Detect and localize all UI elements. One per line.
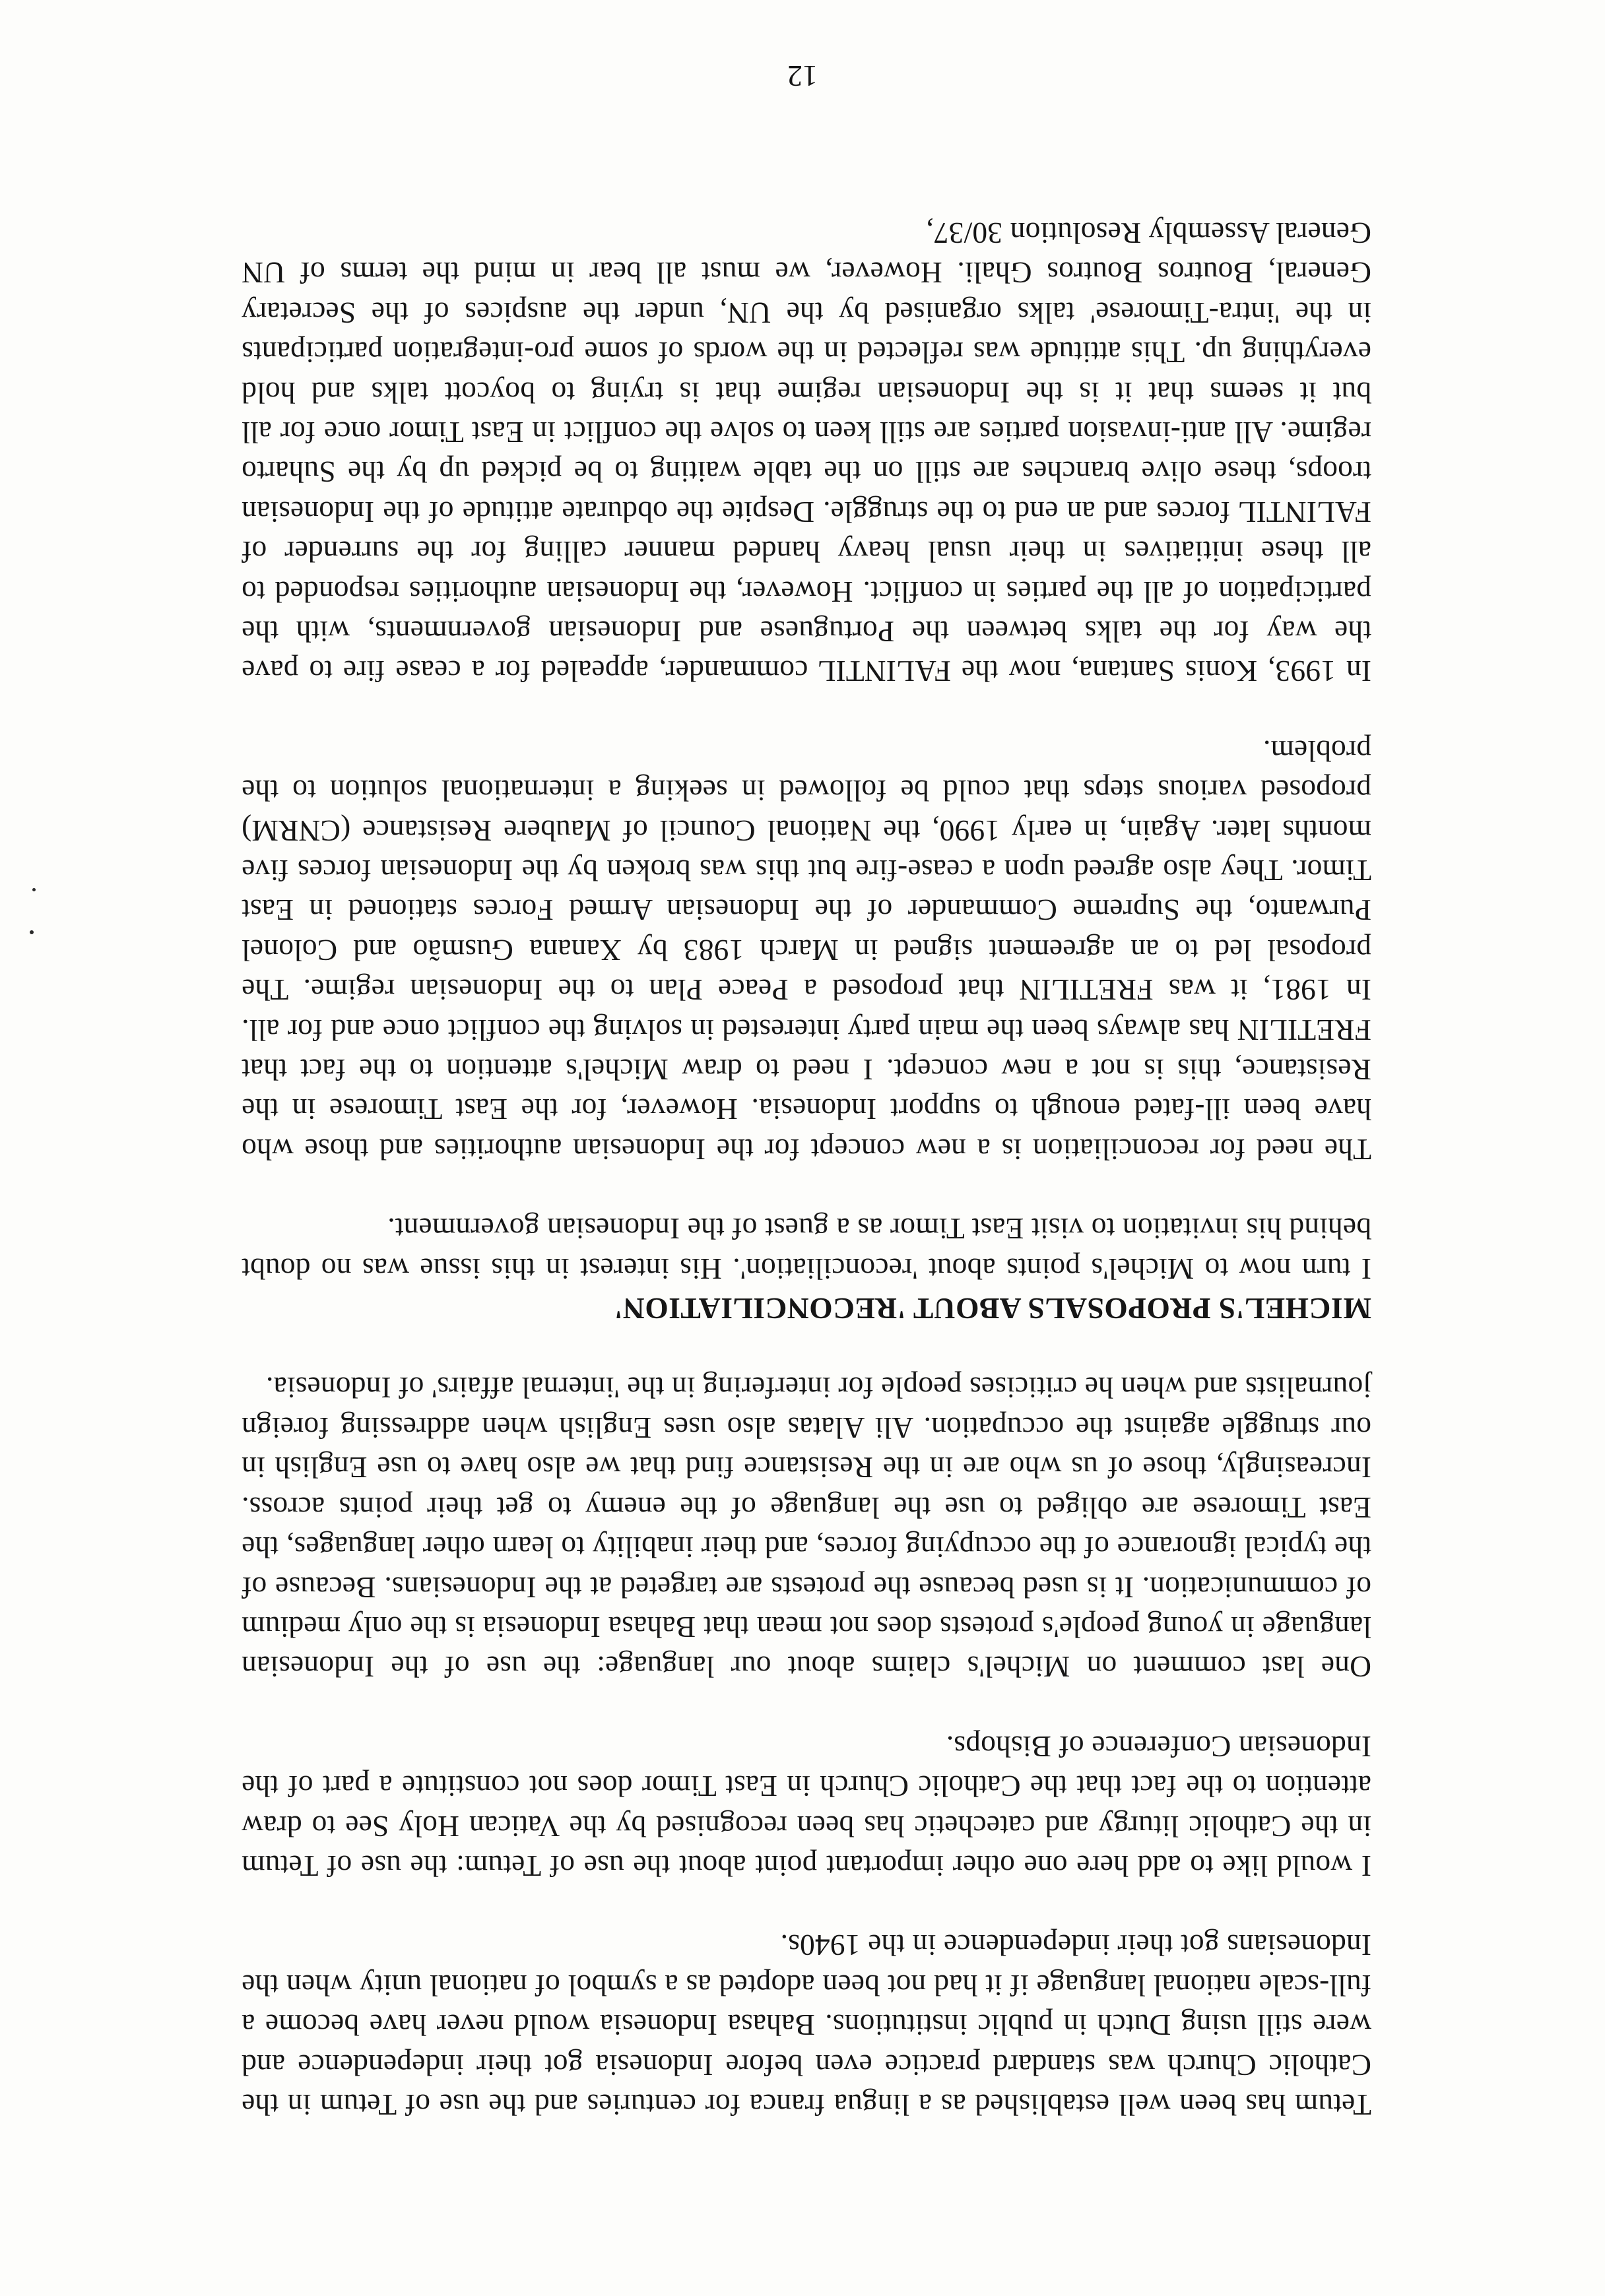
scan-speck xyxy=(30,930,34,934)
page-number: 12 xyxy=(787,59,818,93)
paragraph-tetum-liturgy: I would like to add here one other important point about the use of Tetum: the use of Tetum in the Catholic liturgy and catechetic has been recognised by the Vatican Holy See to draw attention to the fact that the Catholic Church in East Timor does not constitute a part of the Indonesian Conference of Bishops. xyxy=(242,1729,1371,1883)
section-reconciliation xyxy=(242,1209,1371,1328)
section-heading: MICHEL'S PROPOSALS ABOUT 'RECONCILIATION' xyxy=(614,1292,1371,1326)
paragraph-1993-ceasefire: In 1993, Konis Santana, now the FALINTIL commander, appealed for a cease fire to pave the way for the talks between the Portuguese and Indonesian governments, with the participation of all the parties in conflict. However, the Indonesian authorities responded to all these initiatives in their usual heavy handed manner calling for the surrender of FALINTIL forces and an end to the struggle. Despite the obdurate attitude of the Indonesian troops, these olive branches are still on the table waiting to be picked up by the Suharto regime. All anti-invasion parties are still keen to solve the conflict in East Timor once for all but it seems that it is the Indonesian regime that is trying to boycott talks and hold everything up. This attitude was reflected in the words of some pro-integration participants in the 'intra-Timorese' talks organised by the UN, under the auspices of the Secretary General, Boutros Boutros Ghali. However, we must all bear in mind the terms of UN General Assembly Resolution 30/37, xyxy=(242,216,1371,689)
paragraph-reconciliation-concept: The need for reconciliation is a new concept for the Indonesian authorities and those who have been ill-fated enough to support Indonesia. However, for the East Timorese in the Resistance, this is not a new concept. I need to draw Michel's attention to the fact that FRETILIN has always been the main party interested in solving the conflict once and for all. In 1981, it was FRETILIN that proposed a Peace Plan to the Indonesian regime. The proposal led to an agreement signed in March 1983 by Xanana Gusmão and Colonel Purwanto, the Supreme Commander of the Indonesian Armed Forces stationed in East Timor. They also agreed upon a cease-fire but this was broken by the Indonesian forces five months later. Again, in early 1990, the National Council of Maubere Resistance (CNRM) proposed various steps that could be followed in seeking a international solution to the problem. xyxy=(242,734,1371,1166)
body-text xyxy=(242,174,1371,2124)
paragraph-tetum-lingua-franca: Tetum has been well established as a lingua franca for centuries and the use of Tetum in the Catholic Church was standard practice even before Indonesia got their independence and were still using Dutch in public institutions. Bahasa Indonesia would never have become a full-scale national language if it had not been adopted as a symbol of national unity when the Indonesians got their independence in the 1940s. xyxy=(242,1929,1371,2122)
paragraph-indonesian-language: One last comment on Michel's claims about our language: the use of the Indonesian language in young people's protests does not mean that Bahasa Indonesia is the only medium of communication. It is used because the protests are targeted at the Indonesians. Because of the typical ignorance of the occupying forces, and their inability to learn other languages, the East Timorese are obliged to use the language of the enemy to get their points across. Increasingly, those of us who are in the Resistance find that we also have to use English in our struggle against the occupation. Ali Alatas also uses English when addressing foreign journalists and when he criticises people for interfering in the 'internal affairs' of Indonesia. xyxy=(242,1371,1371,1684)
scan-speck xyxy=(32,888,36,891)
paragraph-reconciliation-intro: I turn now to Michel's points about 'reconciliation'. His interest in this issue was no doubt behind his invitation to visit East Timor as a guest of the Indonesian government. xyxy=(242,1212,1371,1286)
